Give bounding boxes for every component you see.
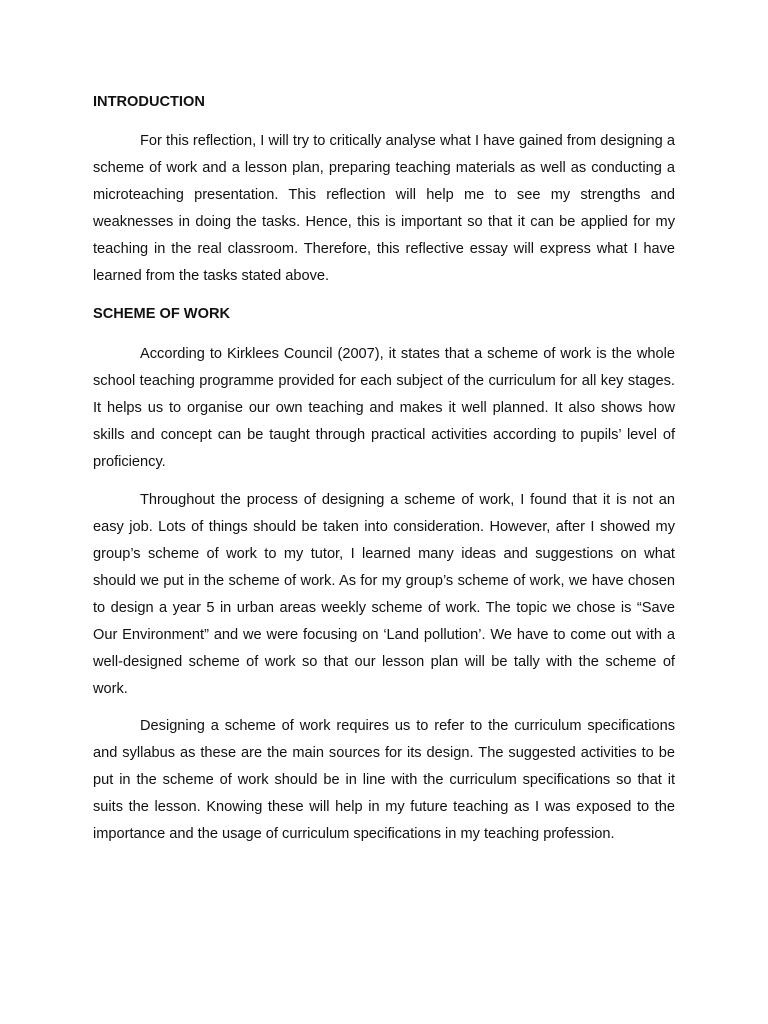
heading-introduction: INTRODUCTION: [93, 94, 205, 110]
heading-scheme-of-work: SCHEME OF WORK: [93, 306, 231, 322]
paragraph-scheme-definition: According to Kirklees Council (2007), it states that a scheme of work is the whole school teaching programme provided for each subject of the curriculum for all key stages. It helps us to organise our own teaching and makes it well planned. It also shows how skills and concept can be taught through practical activities according to pupils’ level of proficiency.: [93, 346, 675, 470]
paragraph-curriculum-specifications: Designing a scheme of work requires us to refer to the curriculum specifications and syllabus as these are the main sources for its design. The suggested activities to be put in the scheme of work should be in line with the curriculum specifications so that it suits the lesson. Knowing these will help in my future teaching as I was exposed to the importance and the usage of curriculum specifications in my teaching profession.: [93, 718, 675, 842]
paragraph-scheme-process: Throughout the process of designing a scheme of work, I found that it is not an easy job. Lots of things should be taken into consideration. However, after I showed my group’s scheme of work to my tutor, I learned many ideas and suggestions on what should we put in the scheme of work. As for my group’s scheme of work, we have chosen to design a year 5 in urban areas weekly scheme of work. The topic we chose is “Save Our Environment” and we were focusing on ‘Land pollution’. We have to come out with a well-designed scheme of work so that our lesson plan will be tally with the scheme of work.: [93, 492, 675, 697]
paragraph-introduction: For this reflection, I will try to critically analyse what I have gained from designing a scheme of work and a lesson plan, preparing teaching materials as well as conducting a microteaching presentation. This reflection will help me to see my strengths and weaknesses in doing the tasks. Hence, this is important so that it can be applied for my teaching in the real classroom. Therefore, this reflective essay will express what I have learned from the tasks stated above.: [93, 133, 675, 284]
